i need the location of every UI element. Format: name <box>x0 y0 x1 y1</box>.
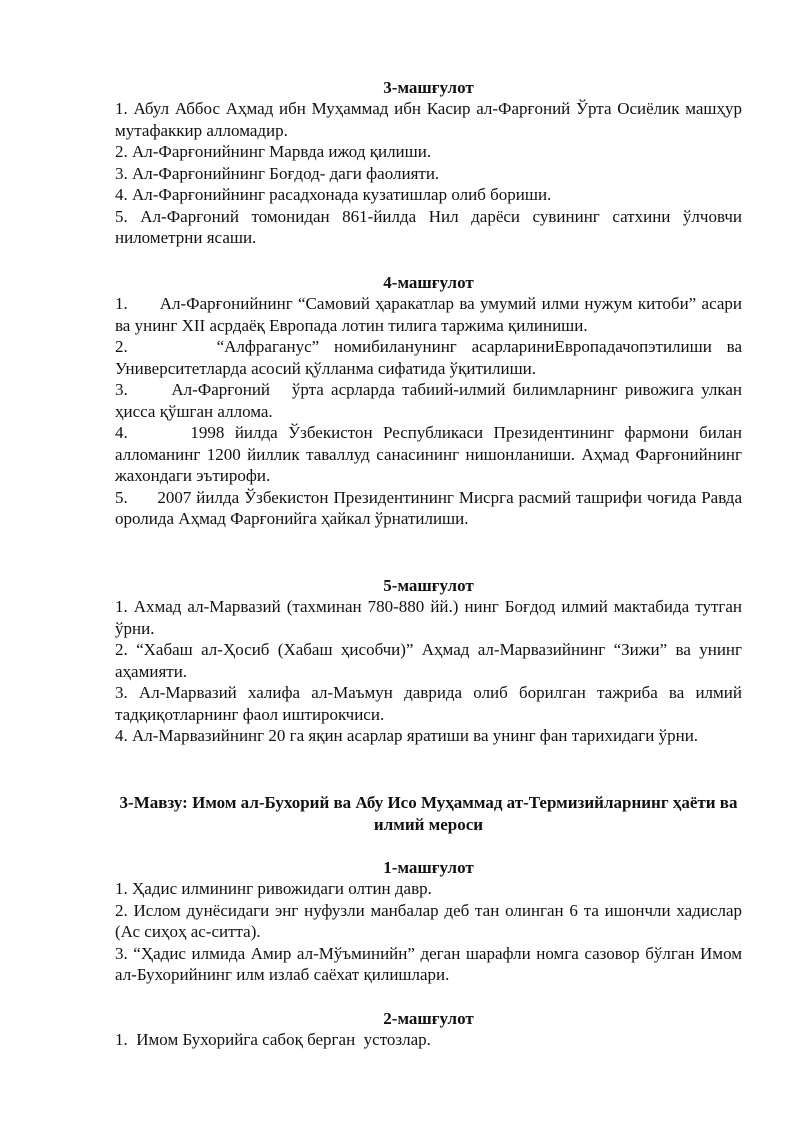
list-item: 2. “Хабаш ал-Ҳосиб (Хабаш ҳисобчи)” Аҳмад ал-Марвазийнинг “Зижи” ва унинг аҳамияти. <box>115 640 742 681</box>
list-item: 3. Ал-Фарғонийнинг Боғдод- даги фаолияти. <box>115 163 440 183</box>
list-item: 3. “Ҳадис илмида Амир ал-Мўъминийн” деган шарафли номга сазовор бўлган Имом ал-Бухорийнинг илм излаб саёхат қилишлари. <box>115 943 742 984</box>
list-item: 1. Абул Аббос Аҳмад ибн Муҳаммад ибн Касир ал-Фарғоний Ўрта Осиёлик машҳур мутафаккир алломадир. <box>115 99 742 140</box>
list-item: 4. Ал-Фарғонийнинг расадхонада кузатишлар олиб бориши. <box>115 185 552 204</box>
list-item: 5. Ал-Фарғоний томонидан 861-йилда Нил дарёси сувининг сатхини ўлчовчи нилометрни ясаши. <box>115 206 742 247</box>
list-item: 5. 2007 йилда Ўзбекистон Президентининг Мисрга расмий ташрифи чоғида Равда оролида Аҳмад Фарғонийга ҳайкал ўрнатилиши. <box>115 487 747 528</box>
list-item: 1. Имом Бухорийга сабоқ берган устозлар. <box>115 1030 431 1049</box>
section-list <box>115 98 742 249</box>
section-list <box>115 293 747 530</box>
topic-heading: 3-Мавзу: Имом ал-Бухорий ва Абу Исо Муҳаммад ат-Термизийларнинг ҳаёти ва илмий мероси <box>119 793 738 834</box>
section-heading: 3-машғулот <box>383 78 474 97</box>
list-item: 1. Ахмад ал-Марвазий (тахминан 780-880 йй.) нинг Боғдод илмий мактабида тутган ўрни. <box>115 597 742 638</box>
section-list <box>115 1029 742 1051</box>
section-heading: 4-машғулот <box>383 273 474 292</box>
section-heading: 1-машғулот <box>383 858 474 877</box>
list-item: 2. “Алфраганус” номибиланунинг асарлариниЕвропадачопэтилиши ва Университетларда асосий қўлланма сифатида ўқитилиши. <box>115 337 747 378</box>
list-item: 2. Ислом дунёсидаги энг нуфузли манбалар деб тан олинган 6 та ишончли хадислар (Ас сиҳоҳ ас-ситта). <box>115 900 742 941</box>
list-item: 3. Ал-Фарғоний ўрта асрларда табиий-илмий билимларнинг ривожига улкан ҳисса қўшган аллома. <box>115 380 747 421</box>
section-list <box>115 878 742 986</box>
list-item: 1. Ал-Фарғонийнинг “Самовий ҳаракатлар ва умумий илми нужум китоби” асари ва унинг XII асрдаёқ Европада лотин тилига таржима қилиниши. <box>115 294 747 335</box>
list-item: 4. Ал-Марвазийнинг 20 га яқин асарлар яратиши ва унинг фан тарихидаги ўрни. <box>115 726 699 745</box>
list-item: 1. Ҳадис илмининг ривожидаги олтин давр. <box>115 879 432 898</box>
list-item: 2. Ал-Фарғонийнинг Марвда ижод қилиши. <box>115 142 432 161</box>
section-heading: 2-машғулот <box>383 1009 474 1028</box>
section-heading: 5-машғулот <box>383 576 474 595</box>
list-item: 4. 1998 йилда Ўзбекистон Республикаси Президентининг фармони билан алломанинг 1200 йиллик таваллуд санасининг нишонланиши. Аҳмад Фарғонийнинг жахондаги эътирофи. <box>115 423 747 485</box>
list-item: 3. Ал-Марвазий халифа ал-Маъмун даврида олиб борилган тажриба ва илмий тадқиқотларнинг фаол иштирокчиси. <box>115 683 742 724</box>
section-list <box>115 596 742 747</box>
